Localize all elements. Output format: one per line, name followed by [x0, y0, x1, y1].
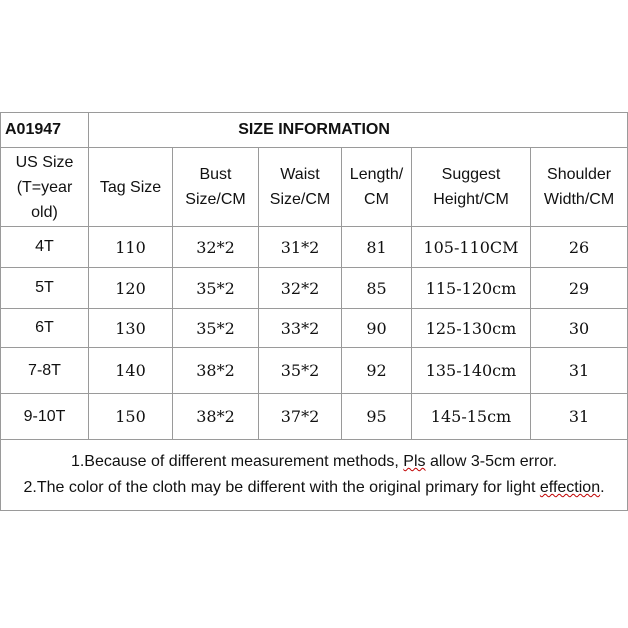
header-text: Tag Size	[99, 178, 162, 196]
header-text: Shoulder	[547, 166, 612, 183]
cell-waist: 35*2	[259, 348, 342, 394]
note-text: allow 3-5cm error.	[425, 453, 558, 470]
cell-length: 81	[342, 227, 412, 268]
header-text: Suggest	[441, 166, 501, 183]
cell-waist: 31*2	[259, 227, 342, 268]
cell-tag-size: 130	[89, 309, 173, 348]
cell-length: 92	[342, 348, 412, 394]
table-title-text: SIZE INFORMATION	[238, 121, 390, 138]
cell-tag-size: 140	[89, 348, 173, 394]
notes-row	[1, 440, 628, 511]
table-row	[1, 394, 628, 440]
cell-us-size: 9-10T	[1, 394, 89, 440]
note-text: Pls	[403, 453, 426, 470]
cell-length: 95	[342, 394, 412, 440]
header-text: Size/CM	[185, 191, 246, 208]
header-text: Waist	[280, 166, 320, 183]
header-text: Height/CM	[433, 191, 509, 208]
table-title	[89, 113, 628, 148]
header-text: Width/CM	[543, 191, 615, 208]
header-length	[342, 148, 412, 227]
header-height	[412, 148, 531, 227]
note-text: 1.Because of different measurement methods,	[70, 453, 404, 470]
cell-length: 90	[342, 309, 412, 348]
notes-cell	[1, 440, 628, 511]
cell-waist: 33*2	[259, 309, 342, 348]
note-text: effection	[539, 479, 601, 496]
size-table	[0, 112, 628, 511]
cell-shoulder: 31	[531, 394, 628, 440]
header-text: old)	[31, 203, 58, 221]
note-2	[1, 475, 627, 501]
cell-tag-size: 150	[89, 394, 173, 440]
note-text: 2.The color of the cloth may be different with the original primary for light	[23, 479, 540, 496]
cell-waist: 32*2	[259, 268, 342, 309]
header-waist	[259, 148, 342, 227]
cell-bust: 32*2	[173, 227, 259, 268]
header-text: Length/	[349, 166, 404, 183]
size-chart	[0, 112, 627, 518]
header-text: (T=year	[16, 178, 73, 196]
header-text: Bust	[199, 166, 232, 183]
table-row	[1, 348, 628, 394]
note-1	[1, 449, 627, 475]
cell-us-size: 7-8T	[1, 348, 89, 394]
cell-shoulder: 31	[531, 348, 628, 394]
cell-us-size: 6T	[1, 309, 89, 348]
header-text: CM	[364, 191, 389, 208]
table-row	[1, 227, 628, 268]
cell-shoulder: 30	[531, 309, 628, 348]
header-bust	[173, 148, 259, 227]
table-row	[1, 309, 628, 348]
cell-length: 85	[342, 268, 412, 309]
product-code: A01947	[1, 113, 89, 148]
cell-us-size: 5T	[1, 268, 89, 309]
header-row	[1, 148, 628, 227]
header-text: Size/CM	[269, 191, 331, 208]
cell-height: 135-140cm	[412, 348, 531, 394]
cell-tag-size: 120	[89, 268, 173, 309]
header-shoulder	[531, 148, 628, 227]
cell-bust: 38*2	[173, 348, 259, 394]
header-us-size	[1, 148, 89, 227]
cell-tag-size: 110	[89, 227, 173, 268]
note-text: .	[600, 479, 605, 496]
cell-shoulder: 26	[531, 227, 628, 268]
cell-bust: 35*2	[173, 309, 259, 348]
cell-us-size: 4T	[1, 227, 89, 268]
header-text: US Size	[15, 153, 74, 171]
table-row	[1, 268, 628, 309]
header-tag-size	[89, 148, 173, 227]
cell-bust: 38*2	[173, 394, 259, 440]
cell-height: 145-15cm	[412, 394, 531, 440]
cell-height: 105-110CM	[412, 227, 531, 268]
title-row	[1, 113, 628, 148]
cell-waist: 37*2	[259, 394, 342, 440]
cell-height: 125-130cm	[412, 309, 531, 348]
cell-height: 115-120cm	[412, 268, 531, 309]
cell-shoulder: 29	[531, 268, 628, 309]
cell-bust: 35*2	[173, 268, 259, 309]
